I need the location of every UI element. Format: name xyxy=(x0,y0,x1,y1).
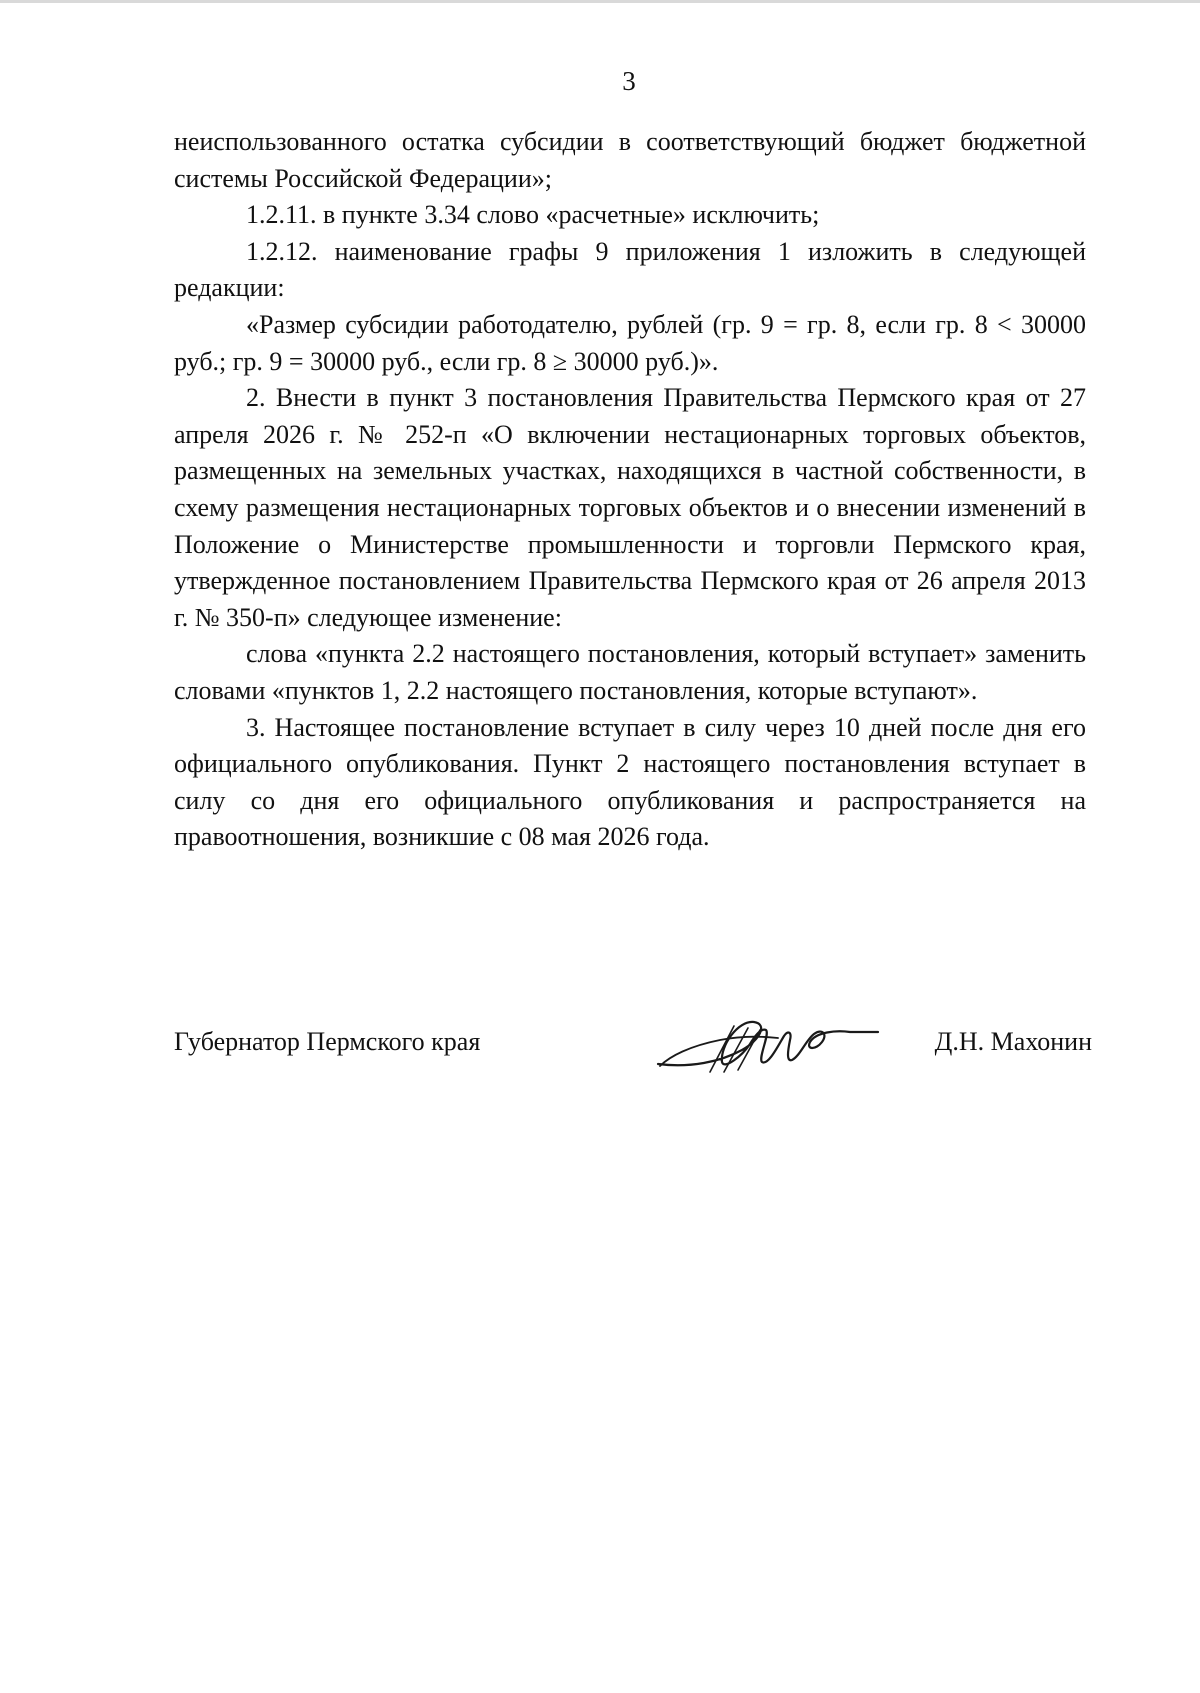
signer-name: Д.Н. Махонин xyxy=(934,1027,1092,1056)
scan-edge xyxy=(0,0,1200,3)
paragraph-3: 3. Настоящее постановление вступает в силу через 10 дней после дня его официального опубликования. Пункт 2 настоящего постановления вступает в силу со дня его официального опубликования и распространяется на правоотношения, возникшие с 08 мая 2026 года. xyxy=(174,712,1086,852)
paragraph-continuation: неиспользованного остатка субсидии в соответствующий бюджет бюджетной системы Российской Федерации»; xyxy=(174,127,1086,193)
page-number: 3 xyxy=(622,66,636,96)
handwritten-signature xyxy=(650,1006,880,1076)
paragraph-2: 2. Внести в пункт 3 постановления Правительства Пермского края от 27 апреля 2026 г. № 252-п «О включении нестационарных торговых объектов, размещенных на земельных участках, находящихся в частной собственности, в схему размещения нестационарных торговых объектов и о внесении изменений в Положение о Министерстве промышленности и торговли Пермского края, утвержденное постановлением Правительства Пермского края от 26 апреля 2013 г. № 350-п» следующее изменение: xyxy=(174,383,1086,632)
paragraph-1-2-11: 1.2.11. в пункте 3.34 слово «расчетные» исключить; xyxy=(246,200,820,230)
signer-title: Губернатор Пермского края xyxy=(174,1027,481,1056)
signature-block xyxy=(174,1020,1092,1080)
paragraph-quote: «Размер субсидии работодателю, рублей (гр. 9 = гр. 8, если гр. 8 < 30000 руб.; гр. 9 = 30000 руб., если гр. 8 ≥ 30000 руб.)». xyxy=(174,309,1086,376)
paragraph-1-2-12: 1.2.12. наименование графы 9 приложения 1 изложить в следующей редакции: xyxy=(174,236,1086,303)
paragraph-2-amendment: слова «пункта 2.2 настоящего постановления, который вступает» заменить словами «пунктов 1, 2.2 настоящего постановления, которые вступают». xyxy=(174,639,1086,705)
document-body xyxy=(174,124,1086,856)
